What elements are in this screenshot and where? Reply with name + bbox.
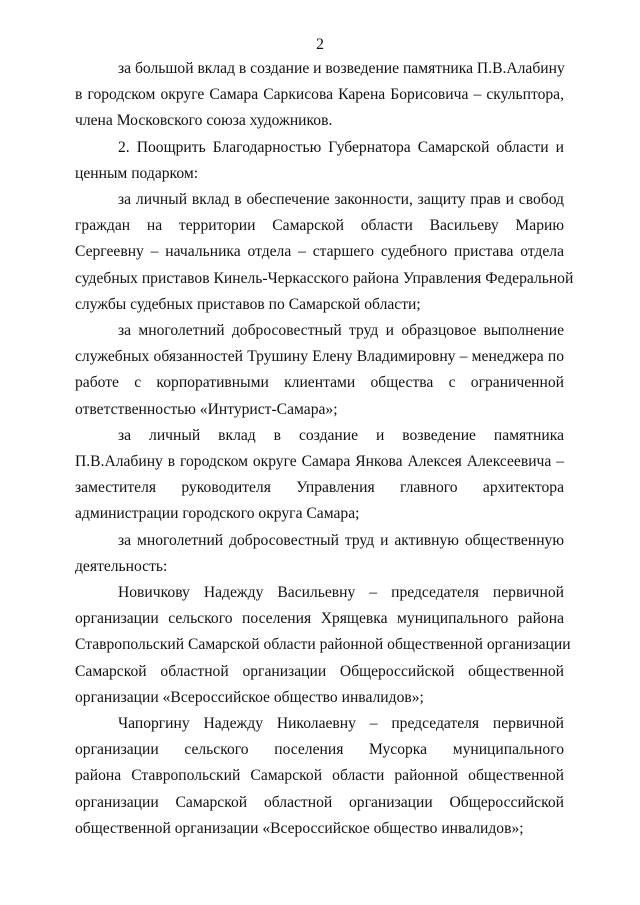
text-line: ценным подарком: (75, 164, 199, 182)
paragraph (75, 56, 564, 135)
text-line: деятельность: (75, 557, 168, 575)
text-line: службы судебных приставов по Самарской области; (75, 295, 421, 313)
paragraph (75, 423, 564, 528)
text-line: за личный вклад в обеспечение законности, защиту прав и свобод (118, 191, 564, 209)
page-number: 2 (316, 36, 324, 53)
text-line: Самарской областной организации Общероссийской общественной (75, 662, 564, 680)
text-line: служебных обязанностей Трушину Елену Владимировну – менеджера по (75, 348, 564, 366)
document-body (75, 56, 574, 842)
text-line: администрации городского округа Самара; (75, 505, 360, 523)
text-line: Ставропольский Самарской области районной общественной организации (75, 636, 571, 654)
text-line: работе с корпоративными клиентами общества с ограниченной (75, 374, 564, 392)
text-line: заместителя руководителя Управления главного архитектора (75, 479, 564, 497)
paragraph (75, 318, 564, 423)
text-line: в городском округе Самара Саркисова Карена Борисовича – скульптора, (75, 86, 564, 104)
paragraph (75, 711, 564, 842)
text-line: судебных приставов Кинель-Черкасского района Управления Федеральной (75, 269, 574, 287)
text-line: за личный вклад в создание и возведение памятника (118, 426, 564, 444)
paragraph (75, 187, 574, 318)
text-line: за многолетний добросовестный труд и активную общественную (118, 531, 564, 549)
paragraph (75, 135, 564, 187)
text-line: П.В.Алабину в городском округе Самара Янкова Алексея Алексеевича – (75, 453, 564, 471)
paragraph (75, 528, 564, 580)
text-line: Сергеевну – начальника отдела – старшего судебного пристава отдела (75, 243, 564, 261)
text-line: организации «Всероссийское общество инвалидов»; (75, 688, 424, 706)
text-line: Чапоргину Надежду Николаевну – председателя первичной (118, 715, 564, 733)
text-line: 2. Поощрить Благодарностью Губернатора Самарской области и (118, 138, 564, 156)
text-line: за большой вклад в создание и возведение памятника П.В.Алабину (118, 60, 565, 77)
text-line: граждан на территории Самарской области Васильеву Марию (75, 217, 564, 235)
text-line: организации сельского поселения Мусорка муниципального (75, 741, 564, 759)
text-line: общественной организации «Всероссийское общество инвалидов»; (75, 819, 524, 837)
text-line: района Ставропольский Самарской области районной общественной (75, 767, 564, 785)
text-line: организации сельского поселения Хрящевка муниципального района (75, 610, 564, 628)
text-line: Новичкову Надежду Васильевну – председателя первичной (118, 584, 564, 602)
text-line: ответственностью «Интурист-Самара»; (75, 400, 338, 418)
text-line: организации Самарской областной организации Общероссийской (75, 793, 564, 811)
text-line: за многолетний добросовестный труд и образцовое выполнение (118, 322, 564, 340)
paragraph (75, 580, 571, 711)
text-line: члена Московского союза художников. (75, 112, 333, 130)
